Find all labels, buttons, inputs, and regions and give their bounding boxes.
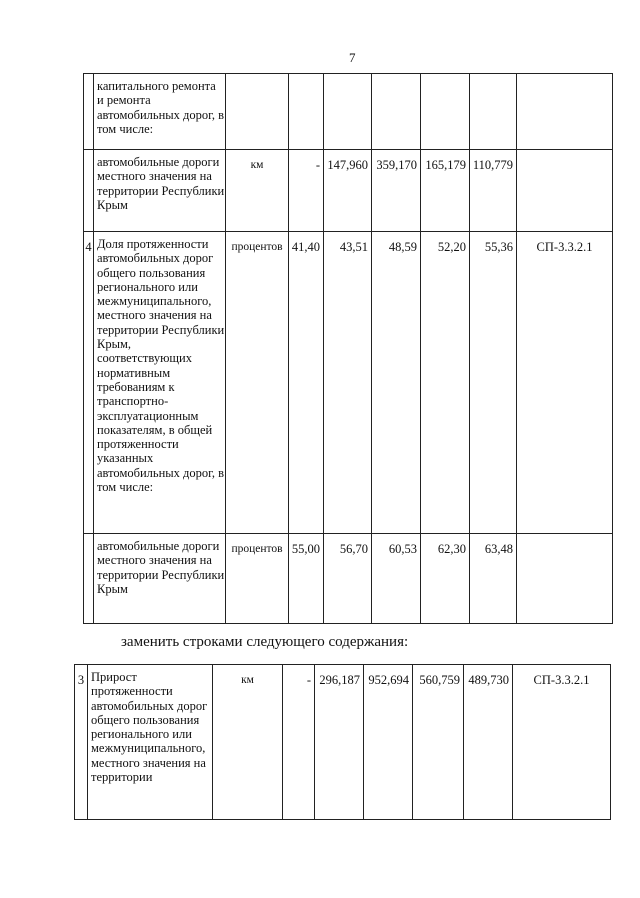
row-number: 3	[75, 665, 88, 820]
row-number	[84, 534, 94, 624]
replacement-paragraph: заменить строками следующего содержания:	[121, 634, 409, 650]
table-row	[75, 665, 611, 820]
row-number	[84, 150, 94, 232]
value-cell: -	[283, 665, 315, 820]
basis-cell	[517, 74, 613, 150]
indicator-name: капитального ремонта и ремонта автомобильных дорог, в том числе:	[94, 74, 226, 150]
value-cell: 489,730	[464, 665, 513, 820]
value-cell	[289, 74, 324, 150]
basis-cell: СП-3.3.2.1	[517, 232, 613, 534]
table-row	[84, 74, 613, 150]
indicator-name: Доля протяженности автомобильных дорог общего пользования регионального или межмуниципального, местного значения на территории Республики Крым, соответствующих нормативным требованиям к транспортно-эксплуатационным показателям, в общей протяженности указанных автомобильных дорог, в том числе:	[94, 232, 226, 534]
basis-cell	[517, 150, 613, 232]
value-cell	[372, 74, 421, 150]
unit-cell	[226, 74, 289, 150]
value-cell: 43,51	[324, 232, 372, 534]
value-cell: 56,70	[324, 534, 372, 624]
value-cell: 165,179	[421, 150, 470, 232]
value-cell: 296,187	[315, 665, 364, 820]
value-cell: 48,59	[372, 232, 421, 534]
indicator-name: автомобильные дороги местного значения на территории Республики Крым	[94, 534, 226, 624]
new-indicators-table	[74, 664, 611, 820]
value-cell: 62,30	[421, 534, 470, 624]
value-cell: 52,20	[421, 232, 470, 534]
row-number: 4	[84, 232, 94, 534]
row-number	[84, 74, 94, 150]
value-cell: -	[289, 150, 324, 232]
indicator-name: автомобильные дороги местного значения на территории Республики Крым	[94, 150, 226, 232]
table-row	[84, 150, 613, 232]
value-cell: 560,759	[413, 665, 464, 820]
value-cell: 952,694	[364, 665, 413, 820]
value-cell: 147,960	[324, 150, 372, 232]
basis-cell	[517, 534, 613, 624]
value-cell: 110,779	[470, 150, 517, 232]
unit-cell: км	[226, 150, 289, 232]
page-number: 7	[349, 50, 356, 65]
basis-cell: СП-3.3.2.1	[513, 665, 611, 820]
unit-cell: процентов	[226, 534, 289, 624]
value-cell	[324, 74, 372, 150]
indicator-name: Прирост протяженности автомобильных дорог общего пользования регионального или межмуниципального, местного значения на территории	[88, 665, 213, 820]
value-cell: 359,170	[372, 150, 421, 232]
unit-cell: км	[213, 665, 283, 820]
table-row	[84, 534, 613, 624]
value-cell: 55,36	[470, 232, 517, 534]
value-cell: 41,40	[289, 232, 324, 534]
value-cell: 63,48	[470, 534, 517, 624]
value-cell: 55,00	[289, 534, 324, 624]
value-cell: 60,53	[372, 534, 421, 624]
old-indicators-table	[83, 73, 613, 624]
value-cell	[421, 74, 470, 150]
value-cell	[470, 74, 517, 150]
unit-cell: процентов	[226, 232, 289, 534]
table-row	[84, 232, 613, 534]
